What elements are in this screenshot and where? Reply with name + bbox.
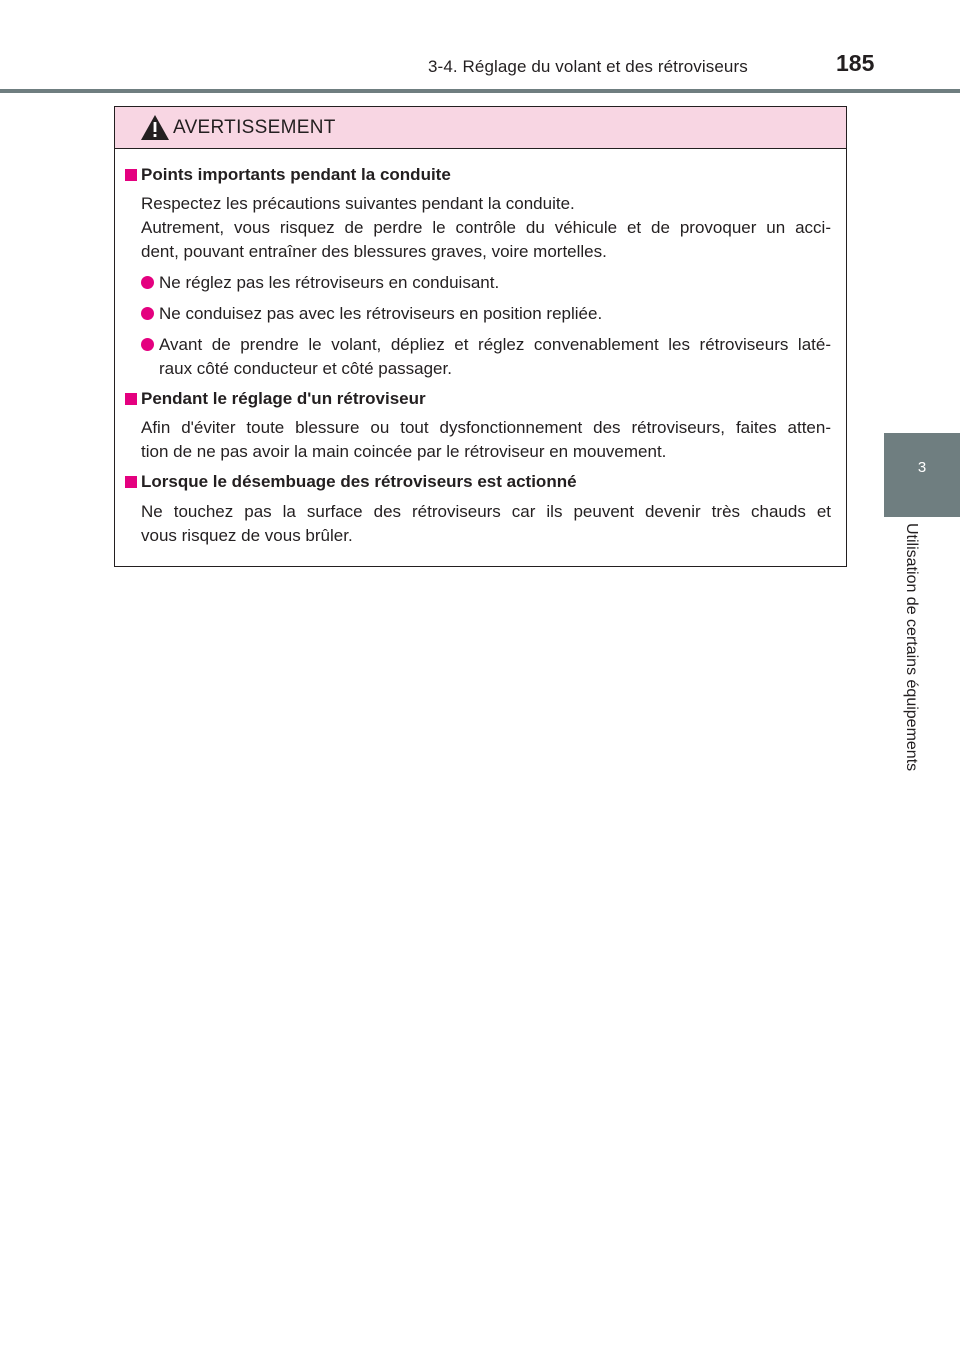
section-square-icon	[125, 169, 137, 181]
body-line: Afin d'éviter toute blessure ou tout dysfonctionnement des rétroviseurs, faites atten-	[141, 418, 831, 437]
section-heading: Pendant le réglage d'un rétroviseur	[141, 389, 426, 408]
warning-header	[115, 107, 846, 149]
bullet-line: Avant de prendre le volant, dépliez et réglez convenablement les rétroviseurs laté-	[159, 335, 831, 354]
section-heading: Points importants pendant la conduite	[141, 165, 451, 184]
bullet-line: Ne réglez pas les rétroviseurs en conduisant.	[159, 273, 500, 292]
section-square-icon	[125, 393, 137, 405]
section-square-icon	[125, 476, 137, 488]
body-line: tion de ne pas avoir la main coincée par le rétroviseur en mouvement.	[141, 442, 667, 461]
chapter-label	[896, 523, 920, 803]
bullet-dot-icon	[141, 338, 154, 351]
warning-title: AVERTISSEMENT	[173, 117, 336, 138]
bullet-dot-icon	[141, 307, 154, 320]
body-line: dent, pouvant entraîner des blessures graves, voire mortelles.	[141, 242, 607, 261]
section-heading: Lorsque le désembuage des rétroviseurs est actionné	[141, 472, 577, 491]
body-line: Autrement, vous risquez de perdre le contrôle du véhicule et de provoquer un acci-	[141, 218, 831, 237]
bullet-dot-icon	[141, 276, 154, 289]
header-divider	[0, 89, 960, 93]
section-title: 3-4. Réglage du volant et des rétroviseurs	[428, 57, 748, 76]
chapter-number: 3	[917, 459, 927, 476]
bullet-line: raux côté conducteur et côté passager.	[159, 359, 452, 378]
page-number: 185	[836, 50, 875, 76]
body-line: Respectez les précautions suivantes pendant la conduite.	[141, 194, 575, 213]
body-line: Ne touchez pas la surface des rétroviseurs car ils peuvent devenir très chauds et	[141, 502, 831, 521]
bullet-line: Ne conduisez pas avec les rétroviseurs en position repliée.	[159, 304, 603, 323]
warning-triangle-icon	[140, 114, 170, 141]
chapter-title: Utilisation de certains équipements	[903, 523, 920, 772]
body-line: vous risquez de vous brûler.	[141, 526, 353, 545]
chapter-tab	[884, 433, 960, 517]
